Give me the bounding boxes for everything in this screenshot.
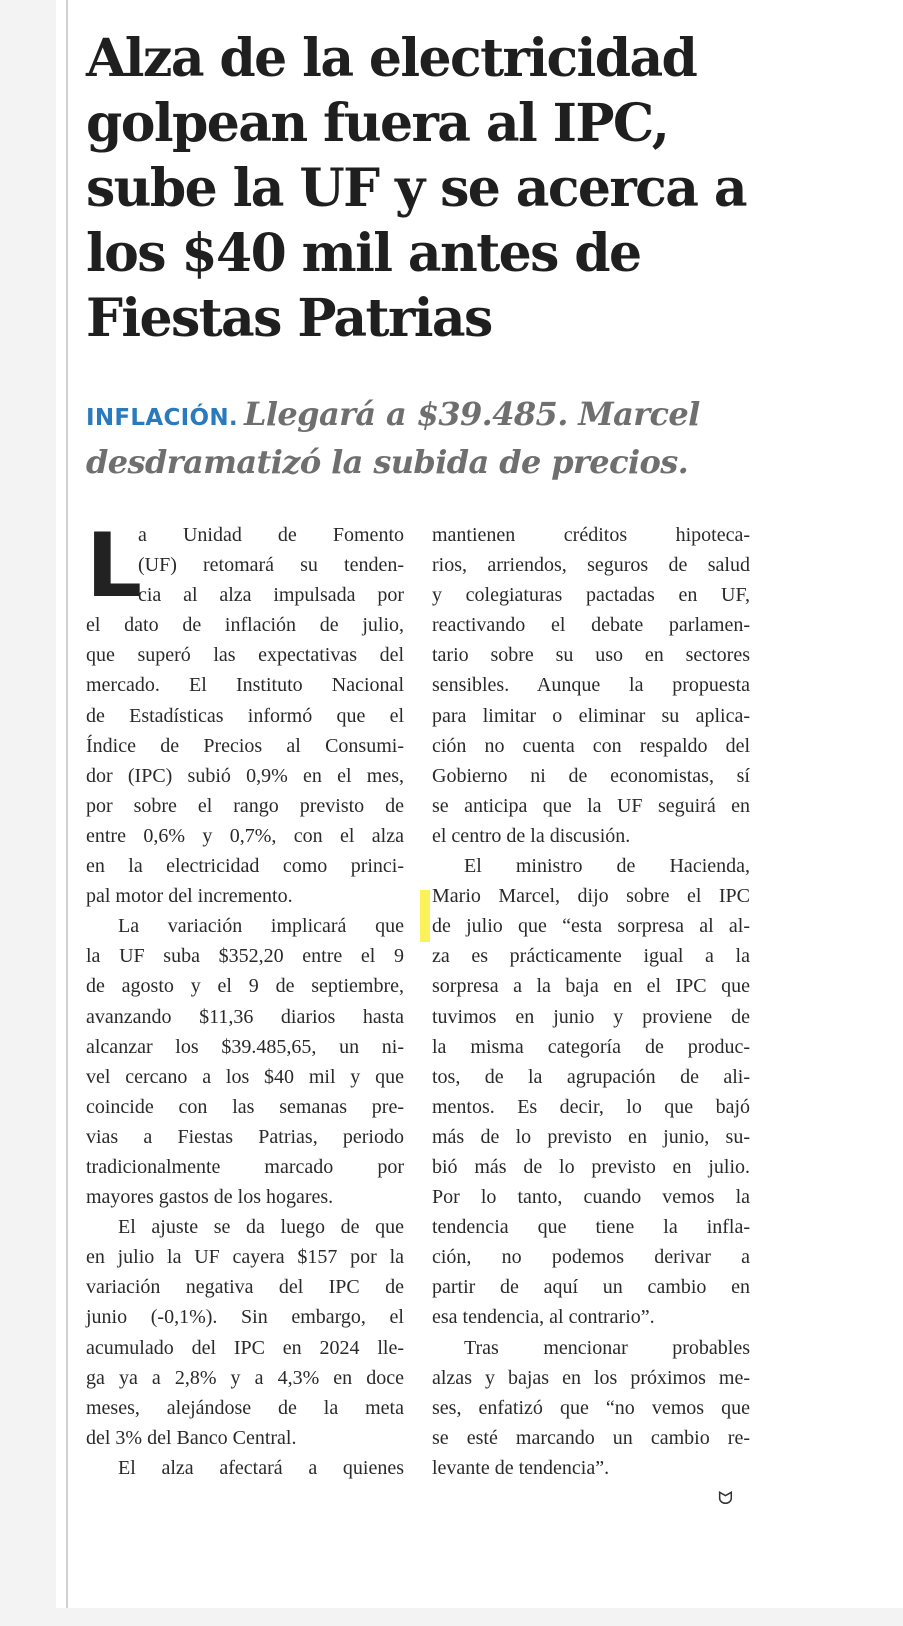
highlight-mark <box>420 890 430 942</box>
body-line: sorpresa a la baja en el IPC que <box>432 975 750 998</box>
body-line: ción no cuenta con respaldo del <box>432 734 750 757</box>
end-of-article-icon: ᗢ <box>718 1488 733 1509</box>
body-line: más de lo previsto en junio, su- <box>432 1125 750 1148</box>
body-line: entre 0,6% y 0,7%, con el alza <box>86 824 404 847</box>
body-line: en julio la UF cayera $157 por la <box>86 1246 404 1269</box>
body-line: por sobre el rango previsto de <box>86 794 404 817</box>
body-line: esa tendencia, al contrario”. <box>432 1306 655 1329</box>
body-line: El ministro de Hacienda, <box>464 855 750 878</box>
body-line: Por lo tanto, cuando vemos la <box>432 1186 750 1209</box>
body-line: acumulado del IPC en 2024 lle- <box>86 1336 404 1359</box>
headline <box>86 26 886 351</box>
page-bottom-margin <box>0 1608 903 1626</box>
body-line: del 3% del Banco Central. <box>86 1426 297 1449</box>
body-line: tradicionalmente marcado por <box>86 1155 404 1178</box>
headline-line: sube la UF y se acerca a <box>86 158 746 219</box>
body-line: dor (IPC) subió 0,9% en el mes, <box>86 764 404 787</box>
body-line: el dato de inflación de julio, <box>86 614 404 637</box>
lead-line: desdramatizó la subida de precios. <box>86 443 689 481</box>
body-line: el centro de la discusión. <box>432 824 631 847</box>
column-rule <box>66 0 68 1608</box>
body-line: avanzando $11,36 diarios hasta <box>86 1005 404 1028</box>
drop-cap: L <box>86 514 143 617</box>
headline-line: golpean fuera al IPC, <box>86 93 669 154</box>
body-line: bió más de lo previsto en julio. <box>432 1155 750 1178</box>
body-line: a Unidad de Fomento <box>138 524 404 546</box>
body-line: Mario Marcel, dijo sobre el IPC <box>432 885 750 908</box>
body-line: y colegiaturas pactadas en UF, <box>432 584 750 607</box>
body-column-left <box>86 514 404 1483</box>
body-line: El alza afectará a quienes <box>118 1456 404 1479</box>
page-margin <box>0 0 56 1626</box>
body-line: se esté marcando un cambio re- <box>432 1426 750 1449</box>
body-line: La variación implicará que <box>118 915 404 938</box>
body-line: Tras mencionar probables <box>464 1336 750 1359</box>
headline-line: los $40 mil antes de <box>86 223 641 284</box>
body-line: alzas y bajas en los próximos me- <box>432 1366 750 1389</box>
body-line: de julio que “esta sorpresa al al- <box>432 915 750 938</box>
lead <box>86 392 886 484</box>
body-line: variación negativa del IPC de <box>86 1276 404 1299</box>
body-line: rios, arriendos, seguros de salud <box>432 554 750 577</box>
body-line: sensibles. Aunque la propuesta <box>432 674 750 697</box>
body-line: mentos. Es decir, lo que bajó <box>432 1095 750 1118</box>
lead-text: Llegará a $39.485. Marcel <box>243 395 700 433</box>
body-line: za es prácticamente igual a la <box>432 945 750 968</box>
body-line: El ajuste se da luego de que <box>118 1216 404 1239</box>
lead-line <box>86 392 886 440</box>
body-line: ga ya a 2,8% y a 4,3% en doce <box>86 1366 404 1389</box>
body-line: la misma categoría de produc- <box>432 1035 750 1058</box>
body-line: tario sobre su uso en sectores <box>432 644 750 667</box>
body-line: que superó las expectativas del <box>86 644 404 667</box>
body-line: la UF suba $352,20 entre el 9 <box>86 945 404 968</box>
body-line: meses, alejándose de la meta <box>86 1396 404 1419</box>
body-line: para limitar o eliminar su aplica- <box>432 704 750 727</box>
body-line: levante de tendencia”. <box>432 1456 610 1479</box>
body-line: vel cercano a los $40 mil y que <box>86 1065 404 1088</box>
body-line: tendencia que tiene la infla- <box>432 1216 750 1239</box>
body-line: mayores gastos de los hogares. <box>86 1186 334 1209</box>
body-column-right <box>432 520 750 1483</box>
body-line: mantienen créditos hipoteca- <box>432 524 750 546</box>
headline-line: Fiestas Patrias <box>86 288 492 349</box>
body-line: coincide con las semanas pre- <box>86 1095 404 1118</box>
body-line: en la electricidad como princi- <box>86 855 404 878</box>
body-line: tuvimos en junio y proviene de <box>432 1005 750 1028</box>
body-line: Gobierno ni de economistas, sí <box>432 764 750 787</box>
body-line: (UF) retomará su tenden- <box>138 554 404 577</box>
body-line: reactivando el debate parlamen- <box>432 614 750 637</box>
body-line: partir de aquí un cambio en <box>432 1276 750 1299</box>
body-line: mercado. El Instituto Nacional <box>86 674 404 697</box>
lead-kicker: INFLACIÓN. <box>86 405 238 431</box>
body-line: ción, no podemos derivar a <box>432 1246 750 1269</box>
body-line: vias a Fiestas Patrias, periodo <box>86 1125 404 1148</box>
body-line: Índice de Precios al Consumi- <box>86 734 404 757</box>
body-line: ses, enfatizó que “no vemos que <box>432 1396 750 1419</box>
headline-line: Alza de la electricidad <box>86 28 697 89</box>
body-line: junio (-0,1%). Sin embargo, el <box>86 1306 404 1329</box>
body-line: pal motor del incremento. <box>86 885 293 908</box>
body-line: de agosto y el 9 de septiembre, <box>86 975 404 998</box>
body-line: de Estadísticas informó que el <box>86 704 404 727</box>
body-line: cia al alza impulsada por <box>138 584 404 607</box>
body-line: tos, de la agrupación de ali- <box>432 1065 750 1088</box>
body-line: se anticipa que la UF seguirá en <box>432 794 750 817</box>
body-line: alcanzar los $39.485,65, un ni- <box>86 1035 404 1058</box>
